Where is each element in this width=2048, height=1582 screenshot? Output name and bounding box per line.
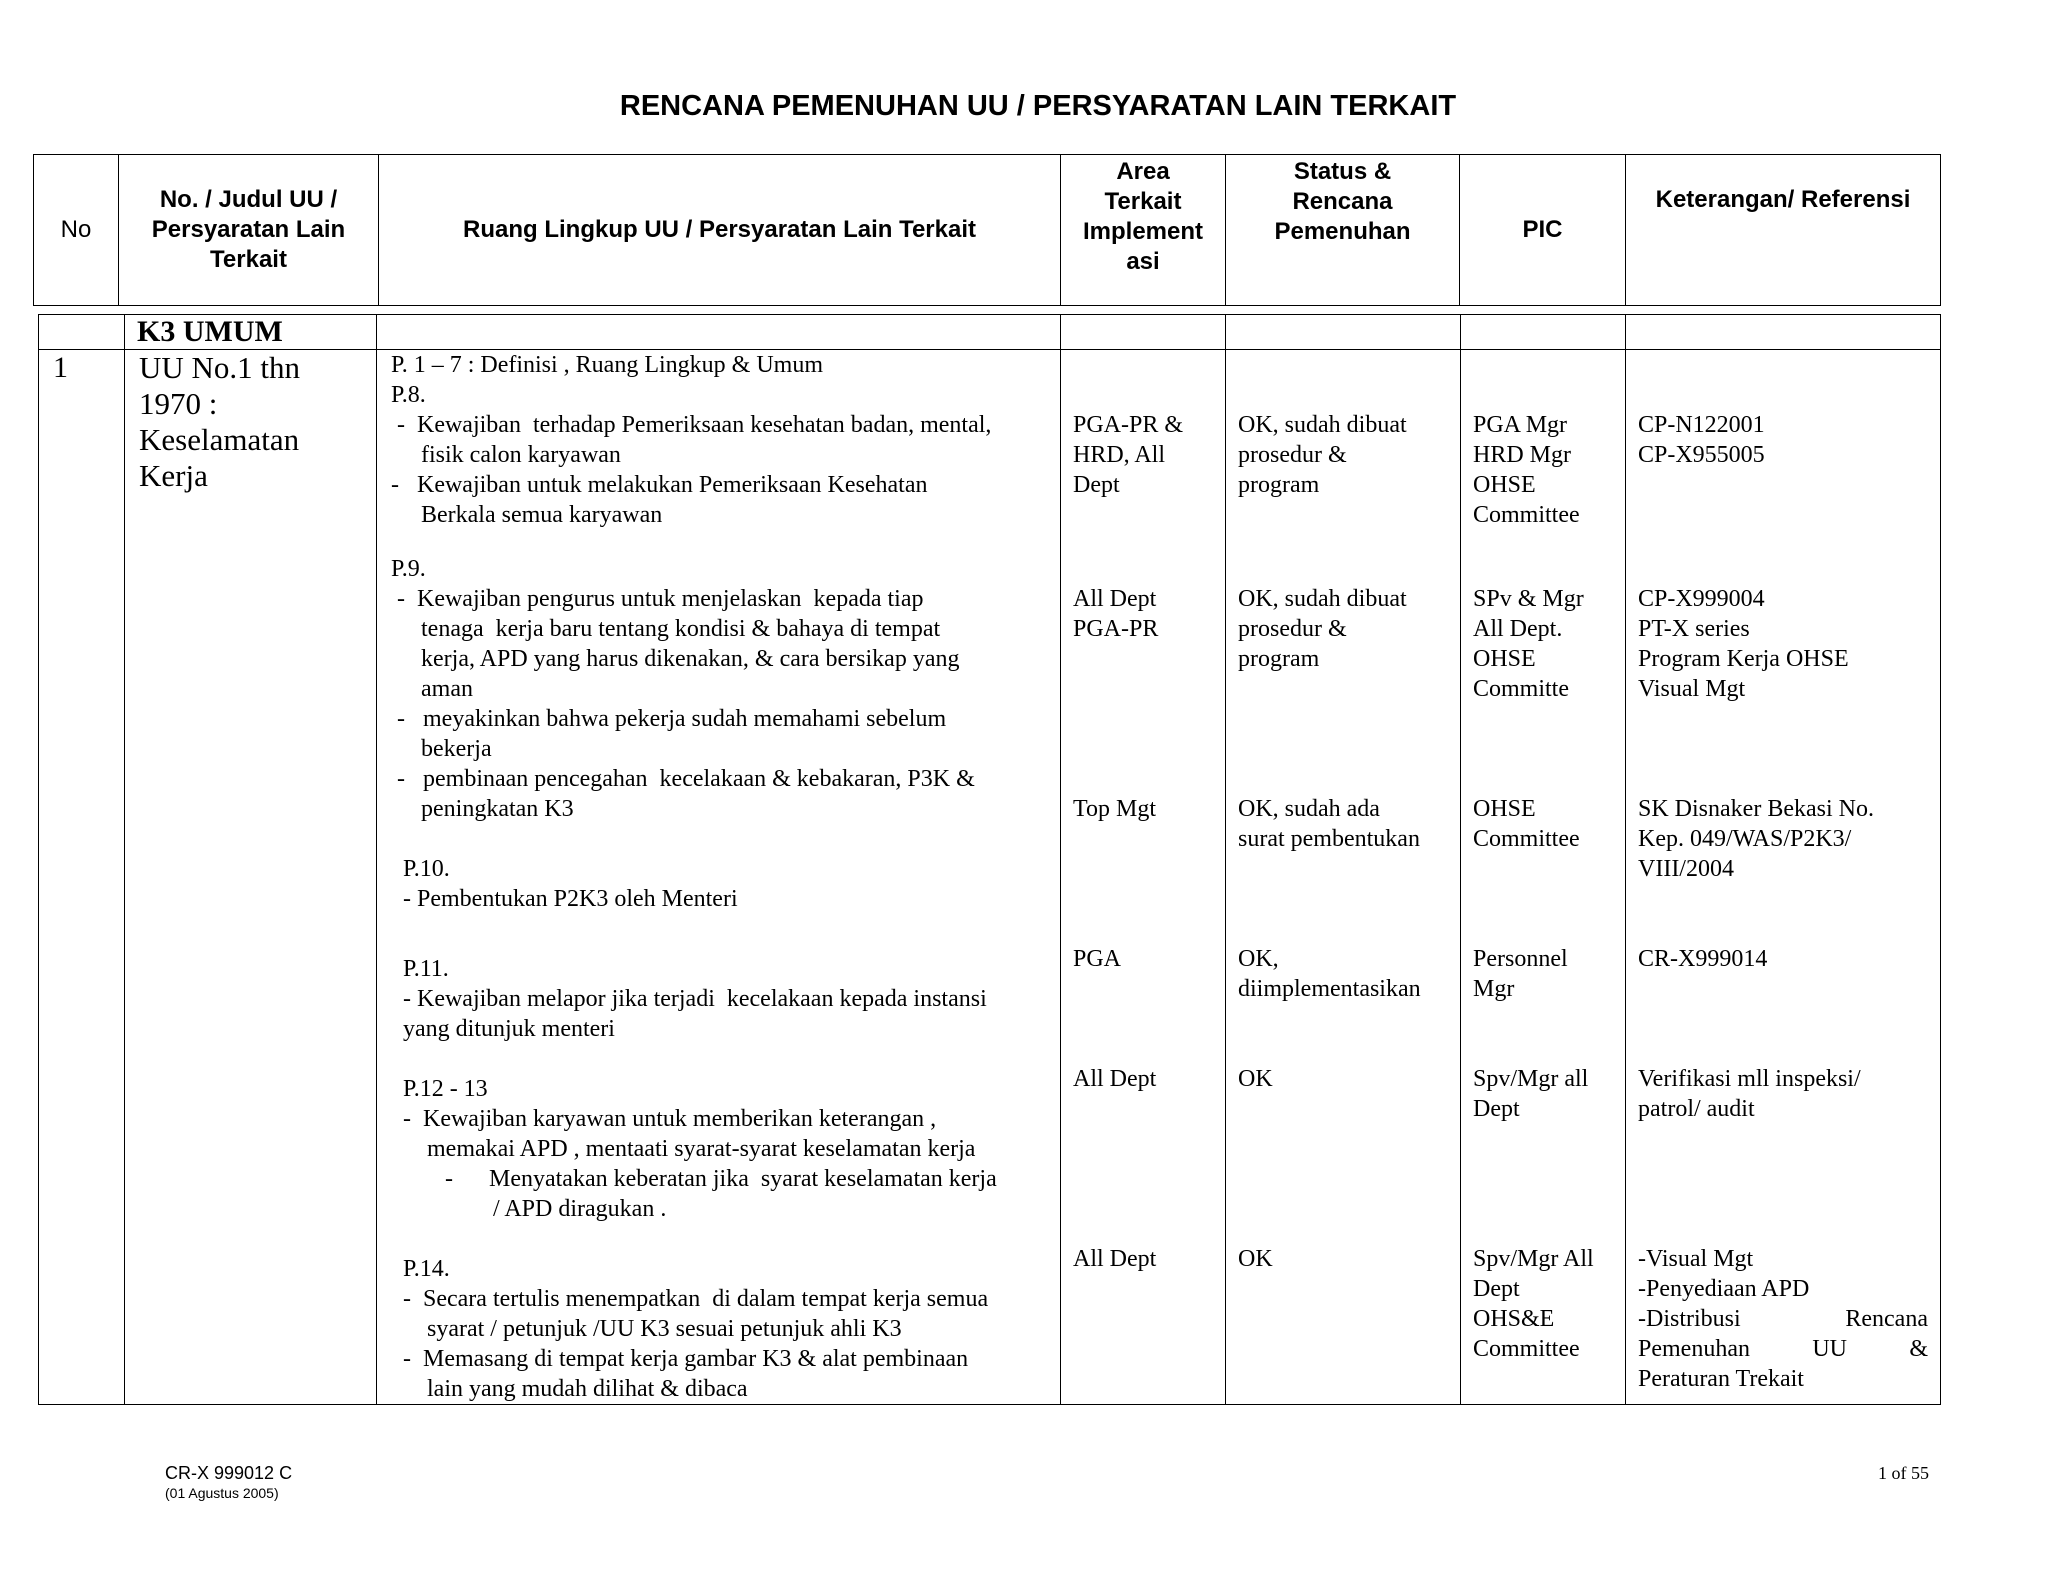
ruang-block: P.12 - 13 - Kewajiban karyawan untuk memberikan keterangan , memakai APD , mentaati syarat-syarat keselamatan kerja - Menyatakan keberatan jika syarat keselamatan kerja / APD diragukan . (403, 1076, 997, 1222)
doc-date: (01 Agustus 2005) (165, 1485, 279, 1501)
pic-block: Spv/Mgr All Dept OHS&E Committee (1473, 1246, 1594, 1362)
ket-line: Peraturan Trekait (1638, 1366, 1804, 1392)
ket-block: Verifikasi mll inspeksi/ patrol/ audit (1638, 1066, 1861, 1122)
ket-block (1638, 1244, 1928, 1394)
header-table (33, 154, 1941, 306)
status-block: OK (1238, 1246, 1273, 1272)
row-number: 1 (53, 351, 68, 384)
area-block: All Dept (1073, 1246, 1157, 1272)
header-keterangan: Keterangan/ Referensi (1626, 155, 1941, 306)
header-no: No (34, 155, 119, 306)
status-block: OK, sudah dibuat prosedur & program (1238, 586, 1407, 672)
ket-line: -Visual Mgt (1638, 1246, 1754, 1272)
ket-block: CR-X999014 (1638, 946, 1768, 972)
ket-block: SK Disnaker Bekasi No. Kep. 049/WAS/P2K3/ VIII/2004 (1638, 796, 1874, 882)
area-block: PGA (1073, 946, 1122, 972)
area-block: All Dept (1073, 1066, 1157, 1092)
document-code (165, 1463, 292, 1503)
page-number: 1 of 55 (1878, 1463, 1929, 1483)
pic-block: Spv/Mgr all Dept (1473, 1066, 1589, 1122)
ruang-block: P. 1 – 7 : Definisi , Ruang Lingkup & Umum P.8. - Kewajiban terhadap Pemeriksaan kesehatan badan, mental, fisik calon karyawan - Kewajiban untuk melakukan Pemeriksaan Kesehatan Berkala semua karyawan (391, 352, 992, 528)
header-status: Status & Rencana Pemenuhan (1226, 155, 1460, 306)
pic-block: OHSE Committee (1473, 796, 1580, 852)
status-block: OK, sudah ada surat pembentukan (1238, 796, 1420, 852)
header-ruang-lingkup: Ruang Lingkup UU / Persyaratan Lain Terkait (379, 155, 1061, 306)
area-block: All Dept PGA-PR (1073, 586, 1159, 642)
pic-block: PGA Mgr HRD Mgr OHSE Committee (1473, 412, 1580, 528)
status-block: OK, diimplementasikan (1238, 946, 1421, 1002)
section-title: K3 UMUM (137, 315, 283, 348)
ruang-block: P.14. - Secara tertulis menempatkan di dalam tempat kerja semua syarat / petunjuk /UU K3 sesuai petunjuk ahli K3 - Memasang di tempat kerja gambar K3 & alat pembinaan lain yang mudah dilihat & dibaca (403, 1256, 989, 1402)
header-area: Area Terkait Implement asi (1061, 155, 1226, 306)
header-pic: PIC (1460, 155, 1626, 306)
status-block: OK (1238, 1066, 1273, 1092)
status-block: OK, sudah dibuat prosedur & program (1238, 412, 1407, 498)
ket-line: -Penyediaan APD (1638, 1276, 1810, 1302)
content-table (38, 314, 1941, 1405)
ruang-block: P.11. - Kewajiban melapor jika terjadi kecelakaan kepada instansi yang ditunjuk menteri (403, 956, 987, 1042)
ruang-block: P.10. - Pembentukan P2K3 oleh Menteri (403, 856, 738, 912)
header-judul: No. / Judul UU / Persyaratan Lain Terkait (119, 155, 379, 306)
ket-block: CP-N122001 CP-X955005 (1638, 412, 1765, 468)
page-title: RENCANA PEMENUHAN UU / PERSYARATAN LAIN TERKAIT (619, 90, 1457, 122)
pic-block: SPv & Mgr All Dept. OHSE Committe (1473, 586, 1584, 702)
regulation-title: UU No.1 thn 1970 : Keselamatan Kerja (139, 350, 301, 493)
ruang-block: P.9. - Kewajiban pengurus untuk menjelaskan kepada tiap tenaga kerja baru tentang kondisi & bahaya di tempat kerja, APD yang harus dikenakan, & cara bersikap yang aman - meyakinkan bahwa pekerja sudah memahami sebelum bekerja - pembinaan pencegahan kecelakaan & kebakaran, P3K & peningkatan K3 (391, 556, 975, 822)
ket-line: Pemenuhan UU & (1638, 1336, 1928, 1362)
area-block: Top Mgt (1073, 796, 1156, 822)
ket-line: -Distribusi Rencana (1638, 1306, 1928, 1332)
pic-block: Personnel Mgr (1473, 946, 1568, 1002)
doc-code: CR-X 999012 C (165, 1463, 293, 1483)
ket-block: CP-X999004 PT-X series Program Kerja OHSE Visual Mgt (1638, 586, 1849, 702)
area-block: PGA-PR & HRD, All Dept (1073, 412, 1184, 498)
